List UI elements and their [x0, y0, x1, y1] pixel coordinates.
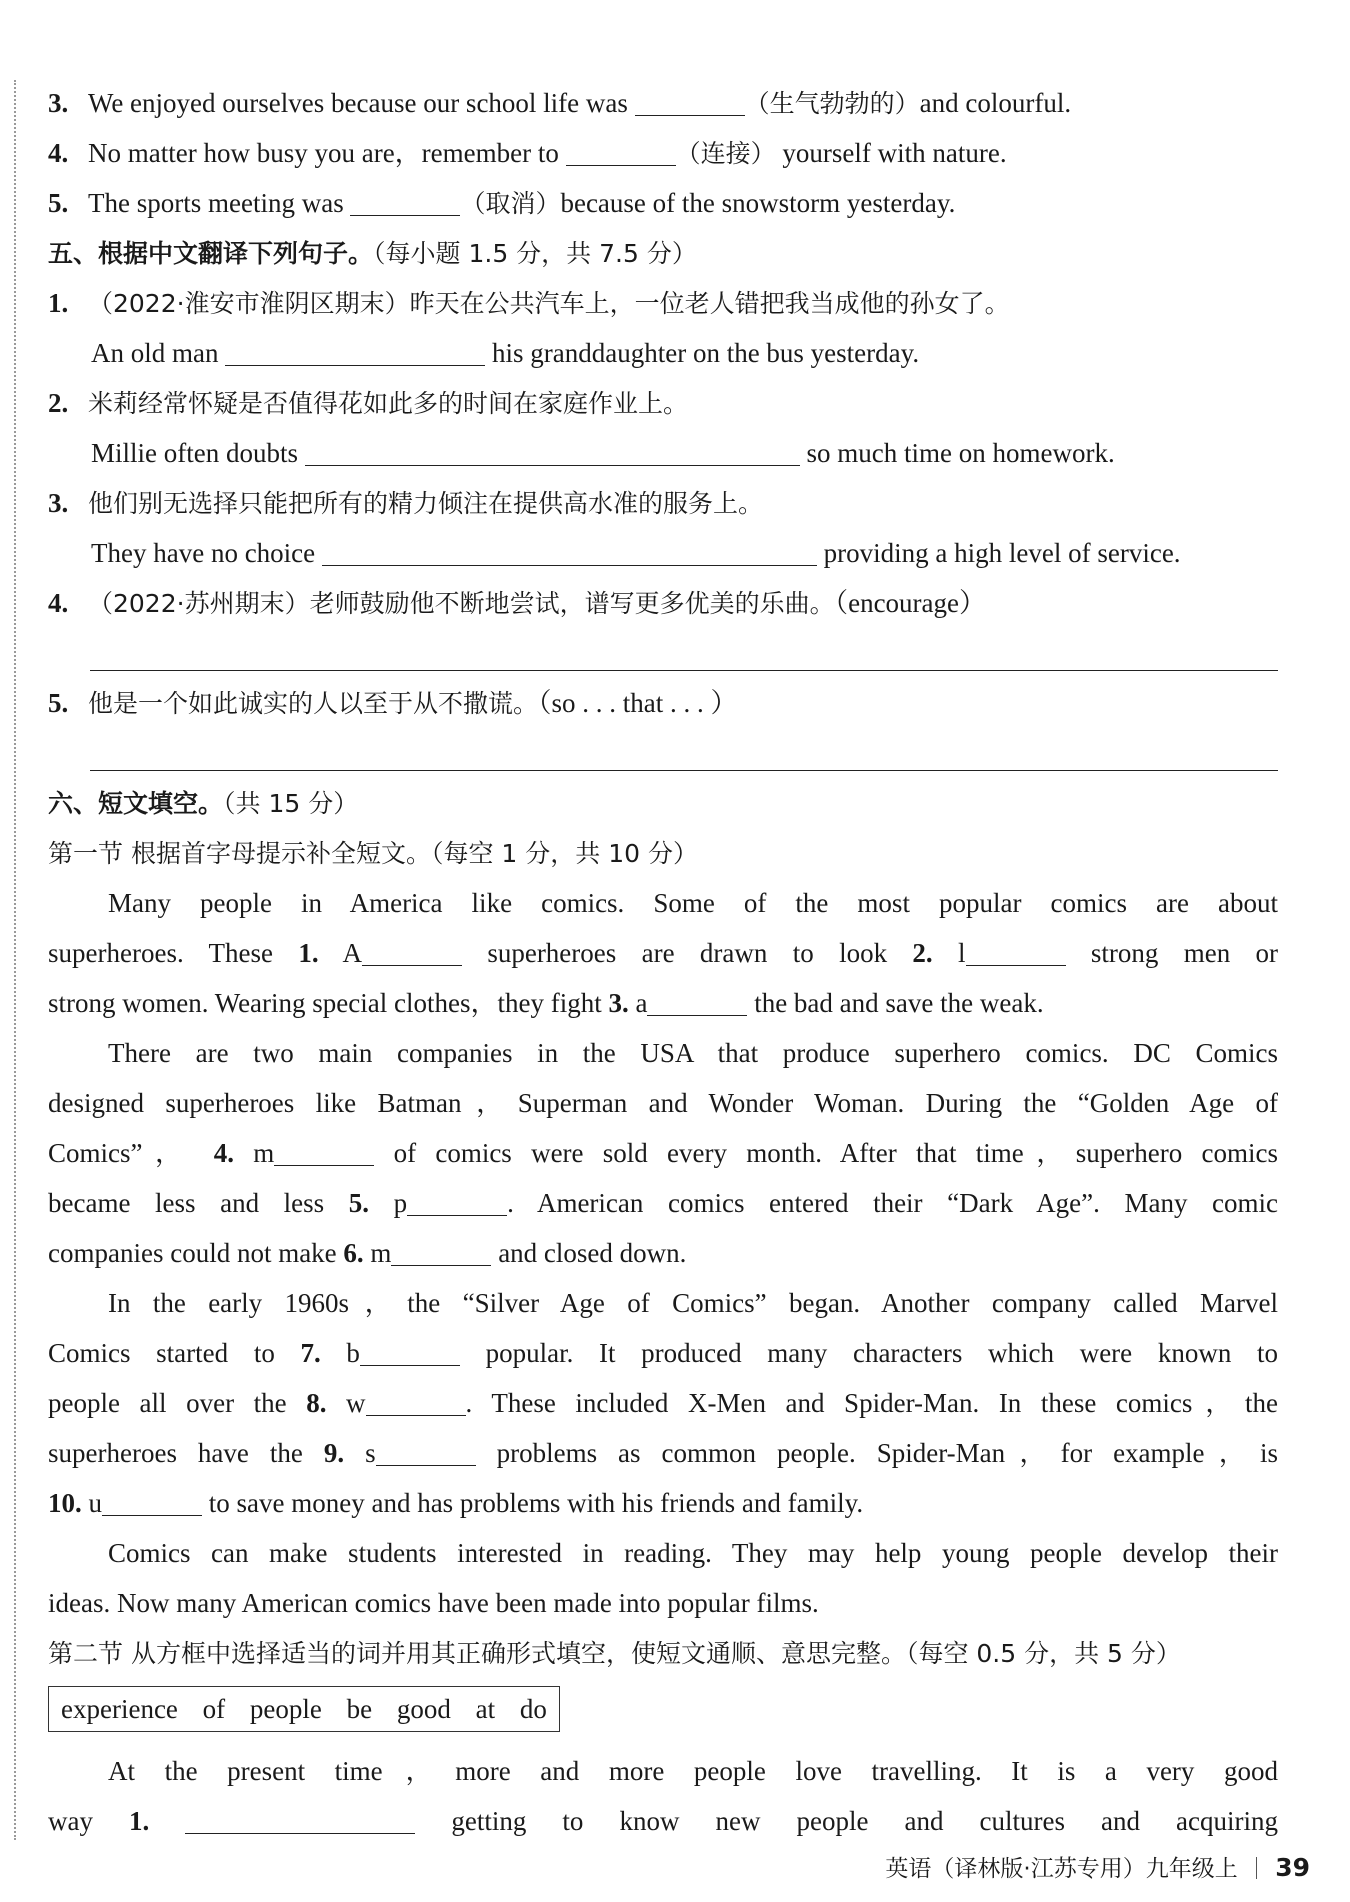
passage2-line: way 1. getting to know new people and cultures and acquiring: [48, 1796, 1278, 1846]
answer-blank[interactable]: [225, 335, 485, 366]
p4-q4: 4. No matter how busy you are，remember to （连接） yourself with nature.: [48, 128, 1278, 178]
binding-margin-line: [14, 80, 16, 1840]
passage1-line: Comics”， 4. m of comics were sold every month. After that time，superhero comics: [48, 1128, 1278, 1178]
answer-blank[interactable]: [322, 535, 817, 566]
blank-2[interactable]: [966, 935, 1066, 966]
passage1-line: Comics started to 7. b popular. It produced many characters which were known to: [48, 1328, 1278, 1378]
part6-section2-heading: 第二节 从方框中选择适当的词并用其正确形式填空，使短文通顺、意思完整。（每空 0.5 分，共 5 分）: [48, 1639, 1181, 1668]
passage1-line: designed superheroes like Batman，Superman and Wonder Woman. During the “Golden Age of: [48, 1088, 1278, 1118]
blank-5[interactable]: [407, 1185, 507, 1216]
part6-heading: 六、短文填空。（共 15 分）: [48, 789, 359, 818]
worksheet-page: [48, 78, 1278, 1846]
blank-6[interactable]: [391, 1235, 491, 1266]
part6-section1-heading: 第一节 根据首字母提示补全短文。（每空 1 分，共 10 分）: [48, 839, 698, 868]
passage1-line: superheroes have the 9. s problems as common people. Spider-Man，for example，is: [48, 1428, 1278, 1478]
p4-q3: 3. We enjoyed ourselves because our school life was （生气勃勃的）and colourful.: [48, 78, 1278, 128]
word-box-row: [48, 1678, 1278, 1740]
blank-9[interactable]: [376, 1435, 476, 1466]
passage1-line: There are two main companies in the USA that produce superhero comics. DC Comics: [108, 1038, 1278, 1068]
passage1-line: Comics can make students interested in reading. They may help young people develop their: [108, 1538, 1278, 1568]
passage1-line: companies could not make 6. m and closed down.: [48, 1228, 1278, 1278]
passage2-line: At the present time，more and more people love travelling. It is a very good: [108, 1756, 1278, 1786]
p5-q5-cn: 5. 他是一个如此诚实的人以至于从不撒谎。（so . . . that . . . ）: [48, 688, 738, 718]
answer-blank[interactable]: [635, 85, 745, 116]
p5-q4-cn: 4. （2022·苏州期末）老师鼓励他不断地尝试，谱写更多优美的乐曲。（encourage）: [48, 588, 987, 618]
blank-s2-1[interactable]: [185, 1803, 415, 1834]
passage1-line: Many people in America like comics. Some of the most popular comics are about: [108, 888, 1278, 918]
part5-heading: 五、根据中文翻译下列句子。（每小题 1.5 分，共 7.5 分）: [48, 239, 697, 268]
footer-divider: [1256, 1857, 1258, 1879]
passage1-line: became less and less 5. p . American comics entered their “Dark Age”. Many comic: [48, 1178, 1278, 1228]
passage1-line: people all over the 8. w . These included X-Men and Spider-Man. In these comics，the: [48, 1378, 1278, 1428]
passage1-line: 10. u to save money and has problems with his friends and family.: [48, 1478, 1278, 1528]
p4-q5: 5. The sports meeting was （取消）because of the snowstorm yesterday.: [48, 178, 1278, 228]
p5-q2-en: Millie often doubts so much time on homework.: [48, 428, 1278, 478]
answer-blank[interactable]: [350, 185, 460, 216]
page-number: 39: [1275, 1853, 1310, 1882]
page-footer: 英语（译林版·江苏专用）九年级上 39: [885, 1853, 1310, 1882]
answer-blank[interactable]: [566, 135, 676, 166]
p5-q3-en: They have no choice providing a high level of service.: [48, 528, 1278, 578]
p5-q5-answer-line[interactable]: [48, 728, 1278, 778]
p5-q1-cn: 1. （2022·淮安市淮阴区期末）昨天在公共汽车上，一位老人错把我当成他的孙女了。: [48, 288, 1010, 318]
p5-q1-en: An old man his granddaughter on the bus yesterday.: [48, 328, 1278, 378]
answer-blank[interactable]: [305, 435, 800, 466]
blank-7[interactable]: [360, 1335, 460, 1366]
p5-q3-cn: 3. 他们别无选择只能把所有的精力倾注在提供高水准的服务上。: [48, 488, 764, 518]
blank-3[interactable]: [647, 985, 747, 1016]
p5-q4-answer-line[interactable]: [48, 628, 1278, 678]
p5-q2-cn: 2. 米莉经常怀疑是否值得花如此多的时间在家庭作业上。: [48, 388, 689, 418]
blank-1[interactable]: [362, 935, 462, 966]
passage1-line: superheroes. These 1. A superheroes are drawn to look 2. l strong men or: [48, 928, 1278, 978]
word-box: experience of people be good at do: [48, 1686, 560, 1732]
blank-4[interactable]: [274, 1135, 374, 1166]
blank-8[interactable]: [366, 1385, 466, 1416]
passage1-line: In the early 1960s，the “Silver Age of Comics” began. Another company called Marvel: [108, 1288, 1278, 1318]
passage1-line: strong women. Wearing special clothes，they fight 3. a the bad and save the weak.: [48, 978, 1278, 1028]
blank-10[interactable]: [102, 1485, 202, 1516]
passage1-line: ideas. Now many American comics have been made into popular films.: [48, 1588, 819, 1618]
